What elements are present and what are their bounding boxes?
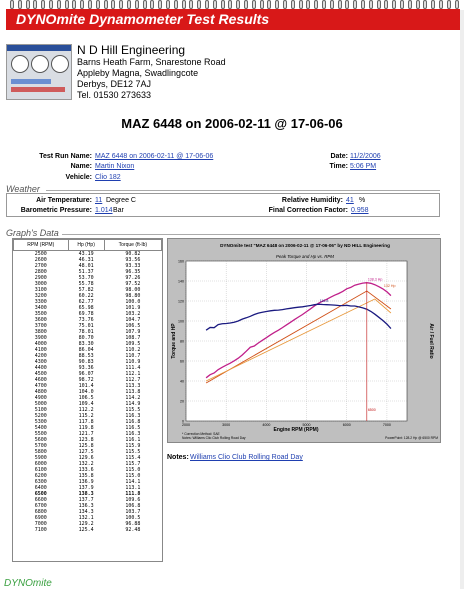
weather-section-title: Weather <box>6 184 40 194</box>
cell-rpm: 6300 <box>34 479 47 485</box>
binding-ring <box>400 0 404 9</box>
cell-torque: 111.4 <box>125 365 141 371</box>
air-temperature-label: Air Temperature: <box>36 197 92 204</box>
cell-rpm: 4200 <box>34 353 47 359</box>
date-link[interactable]: 11/2/2006 <box>350 153 381 160</box>
cell-torque: 113.8 <box>125 389 141 395</box>
cell-rpm: 4300 <box>34 359 47 365</box>
binding-ring <box>88 0 92 9</box>
cell-torque: 96.35 <box>125 269 141 275</box>
y-tick-label: 140 <box>178 279 184 284</box>
chart-title: DYNOmite test "MAZ 6448 on 2006-02-11 @ 17-06-06" by ND HILL Engineering <box>220 243 390 248</box>
binding-ring <box>275 0 279 9</box>
cell-torque: 116.1 <box>125 437 141 443</box>
chart-footer-note: * Correction Method: SAE <box>182 432 220 436</box>
cell-rpm: 2900 <box>34 275 47 281</box>
binding-ring <box>143 0 147 9</box>
y-tick-label: 60 <box>180 359 184 364</box>
binding-ring <box>299 0 303 9</box>
chart-footer-peak: PowerPoint: 128.2 Hp @ 6500 RPM <box>385 436 438 440</box>
cell-rpm: 5300 <box>34 419 47 425</box>
binding-ring <box>322 0 326 9</box>
cell-rpm: 3700 <box>34 323 47 329</box>
graphs-data-section-title: Graph's Data <box>6 228 59 238</box>
cell-rpm: 6500 <box>34 491 47 497</box>
binding-ring <box>49 0 53 9</box>
cell-hp: 65.98 <box>78 305 94 311</box>
cell-rpm: 6400 <box>34 485 47 491</box>
cell-rpm: 7000 <box>34 521 47 527</box>
cell-hp: 136.3 <box>78 503 94 509</box>
cell-hp: 78.01 <box>78 329 94 335</box>
cell-hp: 121.7 <box>78 431 94 437</box>
cell-rpm: 4700 <box>34 383 47 389</box>
peak-label: 132 Hp <box>383 283 396 288</box>
binding-ring <box>26 0 30 9</box>
binding-ring <box>104 0 108 9</box>
binding-ring <box>447 0 451 9</box>
cell-rpm: 6700 <box>34 503 47 509</box>
chart-subtitle: Peak Torque and Hp vs. RPM <box>276 254 334 259</box>
cell-rpm: 3300 <box>34 299 47 305</box>
binding-ring <box>72 0 76 9</box>
cell-torque: 90.82 <box>125 251 141 257</box>
binding-ring <box>236 0 240 9</box>
page-title: MAZ 6448 on 2006-02-11 @ 17-06-06 <box>121 116 343 131</box>
cell-rpm: 5800 <box>34 449 47 455</box>
cell-torque: 116.8 <box>125 419 141 425</box>
air-temperature-link[interactable]: 11 <box>95 197 103 204</box>
binding-ring <box>439 0 443 9</box>
cell-hp: 60.22 <box>78 293 94 299</box>
cell-hp: 62.77 <box>78 299 94 305</box>
notes-label: Notes: <box>167 454 189 461</box>
cell-torque: 106.8 <box>125 503 141 509</box>
cell-torque: 106.5 <box>125 323 141 329</box>
name-link[interactable]: Martin Nixon <box>95 163 135 170</box>
cell-hp: 69.78 <box>78 311 94 317</box>
cell-rpm: 2500 <box>34 251 47 257</box>
binding-ring <box>18 0 22 9</box>
cell-torque: 113.1 <box>125 485 141 491</box>
binding-ring <box>119 0 123 9</box>
software-screenshot-thumbnail <box>6 44 72 100</box>
correction-factor-label: Final Correction Factor: <box>268 207 348 214</box>
binding-ring <box>10 0 14 9</box>
cell-torque: 115.9 <box>125 443 141 449</box>
binding-ring <box>260 0 264 9</box>
cell-hp: 86.04 <box>78 347 94 353</box>
column-header-torque: Torque (ft-lb) <box>104 240 161 251</box>
cell-torque: 115.0 <box>125 467 141 473</box>
binding-ring <box>455 0 459 9</box>
cell-hp: 133.6 <box>78 467 94 473</box>
cell-rpm: 5000 <box>34 401 47 407</box>
binding-ring <box>416 0 420 9</box>
x-tick-label: 7000 <box>382 423 391 427</box>
binding-ring <box>361 0 365 9</box>
cell-rpm: 6200 <box>34 473 47 479</box>
x-tick-label: 5000 <box>302 423 311 427</box>
cell-rpm: 7100 <box>34 527 47 533</box>
cell-torque: 104.7 <box>125 317 141 323</box>
cell-rpm: 5200 <box>34 413 47 419</box>
x-tick-label: 6000 <box>342 423 351 427</box>
cell-torque: 97.52 <box>125 281 141 287</box>
cell-rpm: 5900 <box>34 455 47 461</box>
chart-footer-note: Notes: Williams Clio Club Rolling Road Day <box>182 436 246 440</box>
cell-hp: 127.5 <box>78 449 94 455</box>
barometric-pressure-unit: Bar <box>113 207 124 214</box>
cell-hp: 138.3 <box>78 491 94 497</box>
cell-hp: 125.4 <box>78 527 94 533</box>
binding-ring <box>33 0 37 9</box>
cell-hp: 90.83 <box>78 359 94 365</box>
binding-ring <box>166 0 170 9</box>
cell-rpm: 4800 <box>34 389 47 395</box>
binding-ring <box>338 0 342 9</box>
company-block <box>77 44 226 101</box>
cell-torque: 116.5 <box>125 425 141 431</box>
section-divider <box>62 234 440 235</box>
cell-torque: 109.5 <box>125 341 141 347</box>
binding-ring <box>135 0 139 9</box>
cell-hp: 80.70 <box>78 335 94 341</box>
dyno-chart <box>168 239 442 444</box>
binding-ring <box>182 0 186 9</box>
vehicle-label: Vehicle: <box>65 174 92 181</box>
binding-ring <box>80 0 84 9</box>
y-tick-label: 0 <box>182 419 184 424</box>
cell-rpm: 4600 <box>34 377 47 383</box>
binding-ring <box>197 0 201 9</box>
graph-data-table <box>12 238 163 562</box>
cell-torque: 101.9 <box>125 305 141 311</box>
name-label: Name: <box>70 163 92 170</box>
cell-torque: 115.5 <box>125 407 141 413</box>
cell-rpm: 3600 <box>34 317 47 323</box>
peak-label: 116.8 <box>319 299 329 304</box>
y-tick-label: 80 <box>180 339 184 344</box>
binding-ring <box>306 0 310 9</box>
binding-ring <box>377 0 381 9</box>
binding-ring <box>213 0 217 9</box>
cell-torque: 115.4 <box>125 455 141 461</box>
cell-hp: 136.9 <box>78 479 94 485</box>
cell-rpm: 3800 <box>34 329 47 335</box>
relative-humidity-unit: % <box>359 197 366 204</box>
binding-ring <box>221 0 225 9</box>
cell-torque: 111.8 <box>125 491 141 497</box>
cell-hp: 101.4 <box>78 383 94 389</box>
binding-ring <box>314 0 318 9</box>
notes-link[interactable]: Williams Clio Club Rolling Road Day <box>190 454 303 461</box>
cell-torque: 110.7 <box>125 353 141 359</box>
cell-hp: 104.0 <box>78 389 94 395</box>
air-temperature-unit: Degree C <box>106 197 136 204</box>
x-tick-label: 2000 <box>182 423 190 427</box>
cell-hp: 83.30 <box>78 341 94 347</box>
cell-rpm: 3400 <box>34 305 47 311</box>
cell-torque: 112.1 <box>125 371 141 377</box>
x-tick-label: 4000 <box>262 423 271 427</box>
cell-hp: 55.78 <box>78 281 94 287</box>
peak-label: 138.3 Hp <box>367 277 383 282</box>
cell-hp: 123.8 <box>78 437 94 443</box>
cell-torque: 115.7 <box>125 461 141 467</box>
cell-hp: 129.2 <box>78 521 94 527</box>
report-banner: DYNOmite Dynamometer Test Results <box>6 9 460 30</box>
cell-rpm: 5400 <box>34 425 47 431</box>
cell-hp: 48.01 <box>78 263 94 269</box>
barometric-pressure-link[interactable]: 1.014 <box>95 207 113 214</box>
peak-label: 6500 <box>367 408 376 412</box>
cell-hp: 117.8 <box>78 419 94 425</box>
section-divider <box>46 190 440 191</box>
cell-torque: 96.88 <box>125 521 141 527</box>
cell-torque: 113.3 <box>125 383 141 389</box>
relative-humidity-label: Relative Humidity: <box>281 197 343 204</box>
binding-ring <box>345 0 349 9</box>
binding-ring <box>267 0 271 9</box>
table-body <box>14 251 162 534</box>
y-tick-label: 40 <box>180 379 184 384</box>
table-row <box>14 527 162 533</box>
cell-rpm: 5600 <box>34 437 47 443</box>
cell-hp: 125.8 <box>78 443 94 449</box>
cell-torque: 100.5 <box>125 515 141 521</box>
binding-ring <box>65 0 69 9</box>
binding-ring <box>158 0 162 9</box>
cell-rpm: 3100 <box>34 287 47 293</box>
binding-ring <box>228 0 232 9</box>
cell-rpm: 5500 <box>34 431 47 437</box>
cell-torque: 98.80 <box>125 293 141 299</box>
cell-torque: 112.7 <box>125 377 141 383</box>
cell-hp: 57.82 <box>78 287 94 293</box>
cell-hp: 93.36 <box>78 365 94 371</box>
cell-hp: 43.19 <box>78 251 94 257</box>
date-label: Date: <box>330 153 348 160</box>
binding-ring <box>353 0 357 9</box>
cell-rpm: 6100 <box>34 467 47 473</box>
cell-torque: 114.9 <box>125 401 141 407</box>
binding-ring <box>41 0 45 9</box>
binding-ring <box>174 0 178 9</box>
y-tick-label: 20 <box>180 399 184 404</box>
cell-rpm: 4000 <box>34 341 47 347</box>
cell-hp: 46.31 <box>78 257 94 263</box>
binding-ring <box>57 0 61 9</box>
binding-ring <box>392 0 396 9</box>
cell-torque: 110.2 <box>125 347 141 353</box>
cell-rpm: 6900 <box>34 515 47 521</box>
cell-torque: 114.1 <box>125 479 141 485</box>
cell-hp: 73.76 <box>78 317 94 323</box>
cell-rpm: 4400 <box>34 365 47 371</box>
binding-ring <box>384 0 388 9</box>
cell-hp: 119.8 <box>78 425 94 431</box>
cell-hp: 109.4 <box>78 401 94 407</box>
time-label: Time: <box>329 163 348 170</box>
barometric-pressure-label: Barometric Pressure: <box>20 207 92 214</box>
address-line: Derbys, DE12 7AJ <box>77 79 152 89</box>
cell-hp: 132.1 <box>78 515 94 521</box>
cell-rpm: 3200 <box>34 293 47 299</box>
binding-ring <box>111 0 115 9</box>
dyno-chart-panel <box>167 238 441 443</box>
cell-torque: 109.6 <box>125 497 141 503</box>
binding-ring <box>96 0 100 9</box>
y-axis-label-right: Air / Fuel Ratio <box>428 323 434 359</box>
cell-hp: 137.9 <box>78 485 94 491</box>
cell-torque: 115.0 <box>125 473 141 479</box>
cell-rpm: 4500 <box>34 371 47 377</box>
cell-rpm: 6000 <box>34 461 47 467</box>
dynomite-logo: DYNOmite <box>4 578 52 589</box>
cell-torque: 110.9 <box>125 359 141 365</box>
cell-torque: 98.00 <box>125 287 141 293</box>
cell-torque: 103.7 <box>125 509 141 515</box>
cell-hp: 137.7 <box>78 497 94 503</box>
column-header-rpm: RPM (RPM) <box>14 240 69 251</box>
binding-ring <box>283 0 287 9</box>
vehicle-link[interactable]: Clio 182 <box>95 174 121 181</box>
binding-ring <box>330 0 334 9</box>
cell-torque: 97.26 <box>125 275 141 281</box>
correction-factor-link[interactable]: 0.958 <box>351 207 369 214</box>
cell-rpm: 3900 <box>34 335 47 341</box>
cell-torque: 93.33 <box>125 263 141 269</box>
cell-torque: 116.3 <box>125 431 141 437</box>
cell-torque: 100.0 <box>125 299 141 305</box>
cell-rpm: 5700 <box>34 443 47 449</box>
company-name: N D Hill Engineering <box>77 43 186 57</box>
cell-rpm: 4900 <box>34 395 47 401</box>
cell-hp: 135.8 <box>78 473 94 479</box>
cell-rpm: 5100 <box>34 407 47 413</box>
binding-ring <box>150 0 154 9</box>
cell-hp: 132.2 <box>78 461 94 467</box>
cell-hp: 115.2 <box>78 413 94 419</box>
cell-hp: 129.6 <box>78 455 94 461</box>
binding-ring <box>431 0 435 9</box>
scrollbar[interactable] <box>460 10 464 589</box>
y-tick-label: 160 <box>178 259 184 264</box>
cell-rpm: 3500 <box>34 311 47 317</box>
cell-rpm: 4100 <box>34 347 47 353</box>
cell-hp: 53.70 <box>78 275 94 281</box>
cell-hp: 112.2 <box>78 407 94 413</box>
time-link[interactable]: 5:06 PM <box>350 163 377 170</box>
cell-torque: 108.7 <box>125 335 141 341</box>
cell-torque: 116.3 <box>125 413 141 419</box>
phone-line: Tel. 01530 273633 <box>77 90 152 100</box>
cell-hp: 51.37 <box>78 269 94 275</box>
binding-ring <box>408 0 412 9</box>
cell-hp: 96.07 <box>78 371 94 377</box>
cell-rpm: 3000 <box>34 281 47 287</box>
binding-ring <box>189 0 193 9</box>
y-tick-label: 100 <box>178 319 184 324</box>
binding-ring <box>423 0 427 9</box>
test-run-name-link[interactable]: MAZ 6448 on 2006-02-11 @ 17-06-06 <box>95 153 214 160</box>
y-axis-label: Torque and HP <box>171 323 177 359</box>
cell-hp: 75.01 <box>78 323 94 329</box>
cell-hp: 134.3 <box>78 509 94 515</box>
x-axis-label: Engine RPM (RPM) <box>273 427 319 433</box>
y-tick-label: 120 <box>178 299 184 304</box>
binding-ring <box>205 0 209 9</box>
cell-torque: 93.56 <box>125 257 141 263</box>
relative-humidity-link[interactable]: 41 <box>346 197 354 204</box>
cell-hp: 98.72 <box>78 377 94 383</box>
cell-rpm: 6800 <box>34 509 47 515</box>
cell-torque: 107.9 <box>125 329 141 335</box>
binding-ring <box>369 0 373 9</box>
column-header-hp: Hp (Hp) <box>68 240 104 251</box>
binding-ring <box>127 0 131 9</box>
cell-rpm: 2600 <box>34 257 47 263</box>
address-line: Barns Heath Farm, Snarestone Road <box>77 57 226 67</box>
cell-torque: 92.48 <box>125 527 141 533</box>
cell-rpm: 2800 <box>34 269 47 275</box>
cell-torque: 115.5 <box>125 449 141 455</box>
cell-hp: 106.5 <box>78 395 94 401</box>
cell-hp: 88.53 <box>78 353 94 359</box>
cell-rpm: 2700 <box>34 263 47 269</box>
cell-torque: 103.2 <box>125 311 141 317</box>
binding-ring <box>252 0 256 9</box>
cell-torque: 114.2 <box>125 395 141 401</box>
address-line: Appleby Magna, Swadlingcote <box>77 68 199 78</box>
binding-ring <box>244 0 248 9</box>
test-run-name-label: Test Run Name: <box>39 153 92 160</box>
binding-ring <box>291 0 295 9</box>
cell-rpm: 6600 <box>34 497 47 503</box>
x-tick-label: 3000 <box>222 423 231 427</box>
